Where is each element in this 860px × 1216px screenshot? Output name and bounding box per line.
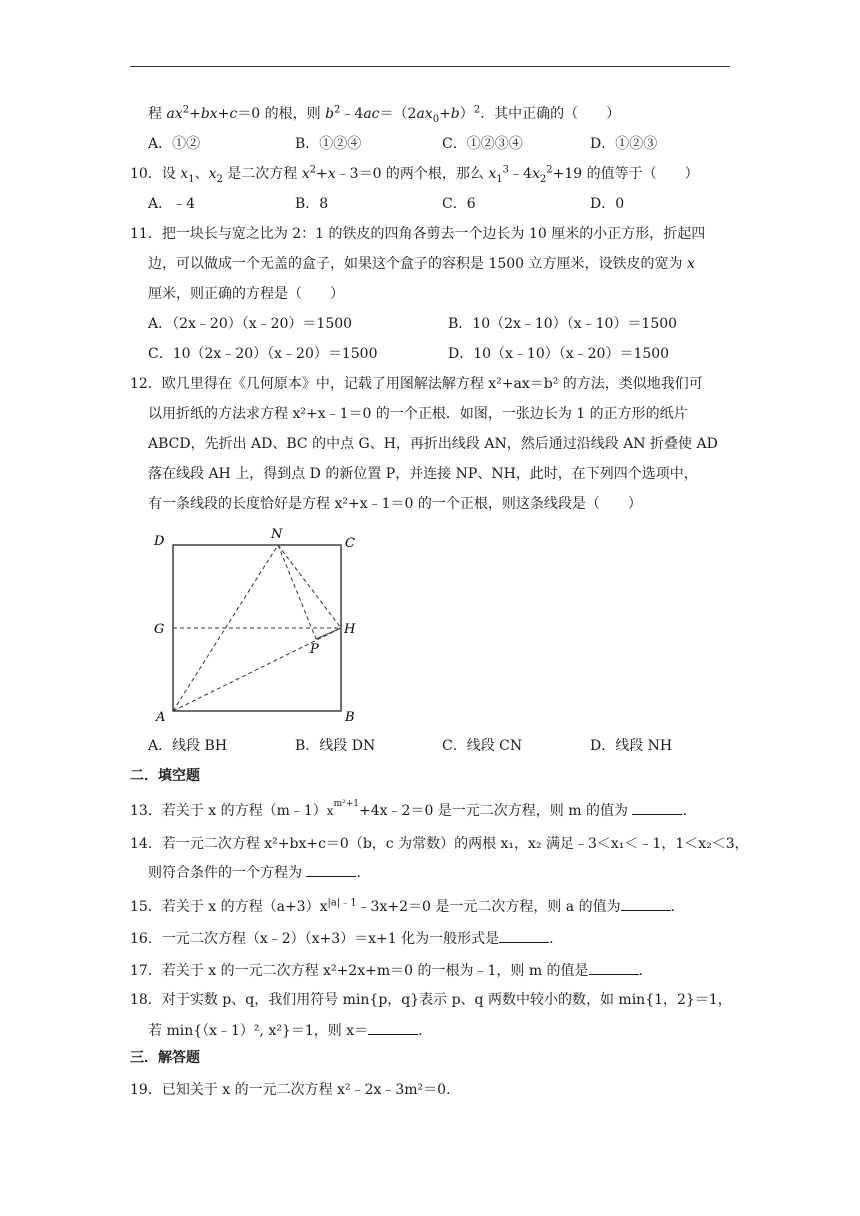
q9-option-a: A．①② [148,136,201,152]
q18-answer-blank[interactable] [368,1020,418,1035]
label-n: N [271,527,283,542]
q16-statement: 16．一元二次方程（x﹣2）（x+3）＝x+1 化为一般形式是 . [130,928,740,949]
label-a: A [156,710,166,725]
q16-answer-blank[interactable] [499,928,549,943]
q19-statement: 19．已知关于 x 的一元二次方程 x²﹣2x﹣3m²＝0. [130,1082,451,1098]
q12-square-diagram [150,525,370,730]
q14-line-2: 则符合条件的一个方程为 . [148,862,758,883]
q9-option-c: C．①②③④ [442,136,523,152]
q11-line-1: 11．把一块长与宽之比为 2：1 的铁皮的四角各剪去一个边长为 10 厘米的小正方形，折起四 [130,226,706,242]
label-p: P [310,642,319,657]
q12-line-2: 以用折纸的方法求方程 x²+x﹣1＝0 的一个正根．如图，一张边长为 1 的正方形的纸片 [148,406,688,422]
q15-answer-blank[interactable] [621,896,671,911]
q18-line-2: 若 min{（x﹣1）², x²}＝1，则 x＝ . [148,1020,758,1041]
header-rule [130,66,730,67]
label-b: B [345,710,355,725]
q11-line-3: 厘米，则正确的方程是（ ） [148,286,344,302]
q12-line-5: 有一条线段的长度恰好是方程 x²+x﹣1＝0 的一个正根，则这条线段是（ ） [148,496,642,512]
q12-line-1: 12．欧几里得在《几何原本》中，记载了用图解法解方程 x²+ax＝b² 的方法，类似地我们可 [130,376,703,392]
q12-option-c: C．线段 CN [442,738,523,754]
q9-statement-end: 程 $ax^2+bx+c=0$ 的根，则 $b^2﹣4ac=(2ax_0+b)^2$．其中正确的（ ） [148,104,621,125]
label-d: D [154,534,165,549]
q11-option-b: B．10（2x﹣10）（x﹣10）＝1500 [448,316,678,332]
label-g: G [154,622,165,637]
q13-answer-blank[interactable] [632,800,682,815]
q11-option-a: A．（2x﹣20）（x﹣20）＝1500 [148,316,353,332]
segment-ph [316,628,341,639]
q10-option-a: A．﹣4 [148,196,196,212]
q9-option-d: D．①②③ [590,136,658,152]
q18-line-1: 18．对于实数 p、q，我们用符号 min{p，q}表示 p、q 两数中较小的数，如 min{1，2}＝1， [130,992,732,1008]
section-solve-heading: 三．解答题 [130,1050,200,1066]
q11-option-c: C．10（2x﹣20）（x﹣20）＝1500 [148,346,378,362]
q12-option-d: D．线段 NH [590,738,673,754]
q17-statement: 17．若关于 x 的一元二次方程 x²+2x+m＝0 的一根为﹣1，则 m 的值是 . [130,960,740,981]
q17-answer-blank[interactable] [589,960,639,975]
q9-option-b: B．①②④ [295,136,362,152]
q10-option-c: C．6 [442,196,476,212]
q14-answer-blank[interactable] [306,862,356,877]
q15-statement: 15．若关于 x 的方程$(a+3)x^{|a|﹣1}﹣3x+2=0$ 是一元二次方程，则 a 的值为 . [130,897,676,915]
segment-ah [173,628,341,711]
q10-statement: 10．设 $x_1$、$x_2$ 是二次方程 $x^2+x﹣3=0$ 的两个根，那么 $x_1^3﹣4x_2^2+19$ 的值等于（ ） [130,164,699,185]
label-c: C [345,536,355,551]
segment-np [278,545,316,639]
label-h: H [344,622,356,637]
q13-statement: 13．若关于 x 的方程$(m﹣1)x^{m^2+1}+4x﹣2=0$ 是一元二次方程，则 m 的值为 . [130,799,687,819]
q10-option-d: D．0 [590,196,625,212]
q10-option-b: B．8 [295,196,329,212]
q12-line-4: 落在线段 AH 上，得到点 D 的新位置 P，并连接 NP、NH，此时，在下列四个选项中， [148,466,698,482]
q14-line-1: 14．若一元二次方程 x²+bx+c＝0（b，c 为常数）的两根 x₁，x₂ 满足﹣3＜x₁＜﹣1，1＜x₂＜3， [130,836,749,852]
section-fill-in-heading: 二．填空题 [130,768,200,784]
q12-option-a: A．线段 BH [148,738,228,754]
q11-option-d: D．10（x﹣10）（x﹣20）＝1500 [448,346,670,362]
segment-nh [278,545,341,628]
q12-line-3: ABCD，先折出 AD、BC 的中点 G、H，再折出线段 AN，然后通过沿线段 AN 折叠使 AD [148,436,718,452]
q12-option-b: B．线段 DN [295,738,376,754]
q11-line-2: 边，可以做成一个无盖的盒子，如果这个盒子的容积是 1500 立方厘米，设铁皮的宽为 x [148,256,695,272]
